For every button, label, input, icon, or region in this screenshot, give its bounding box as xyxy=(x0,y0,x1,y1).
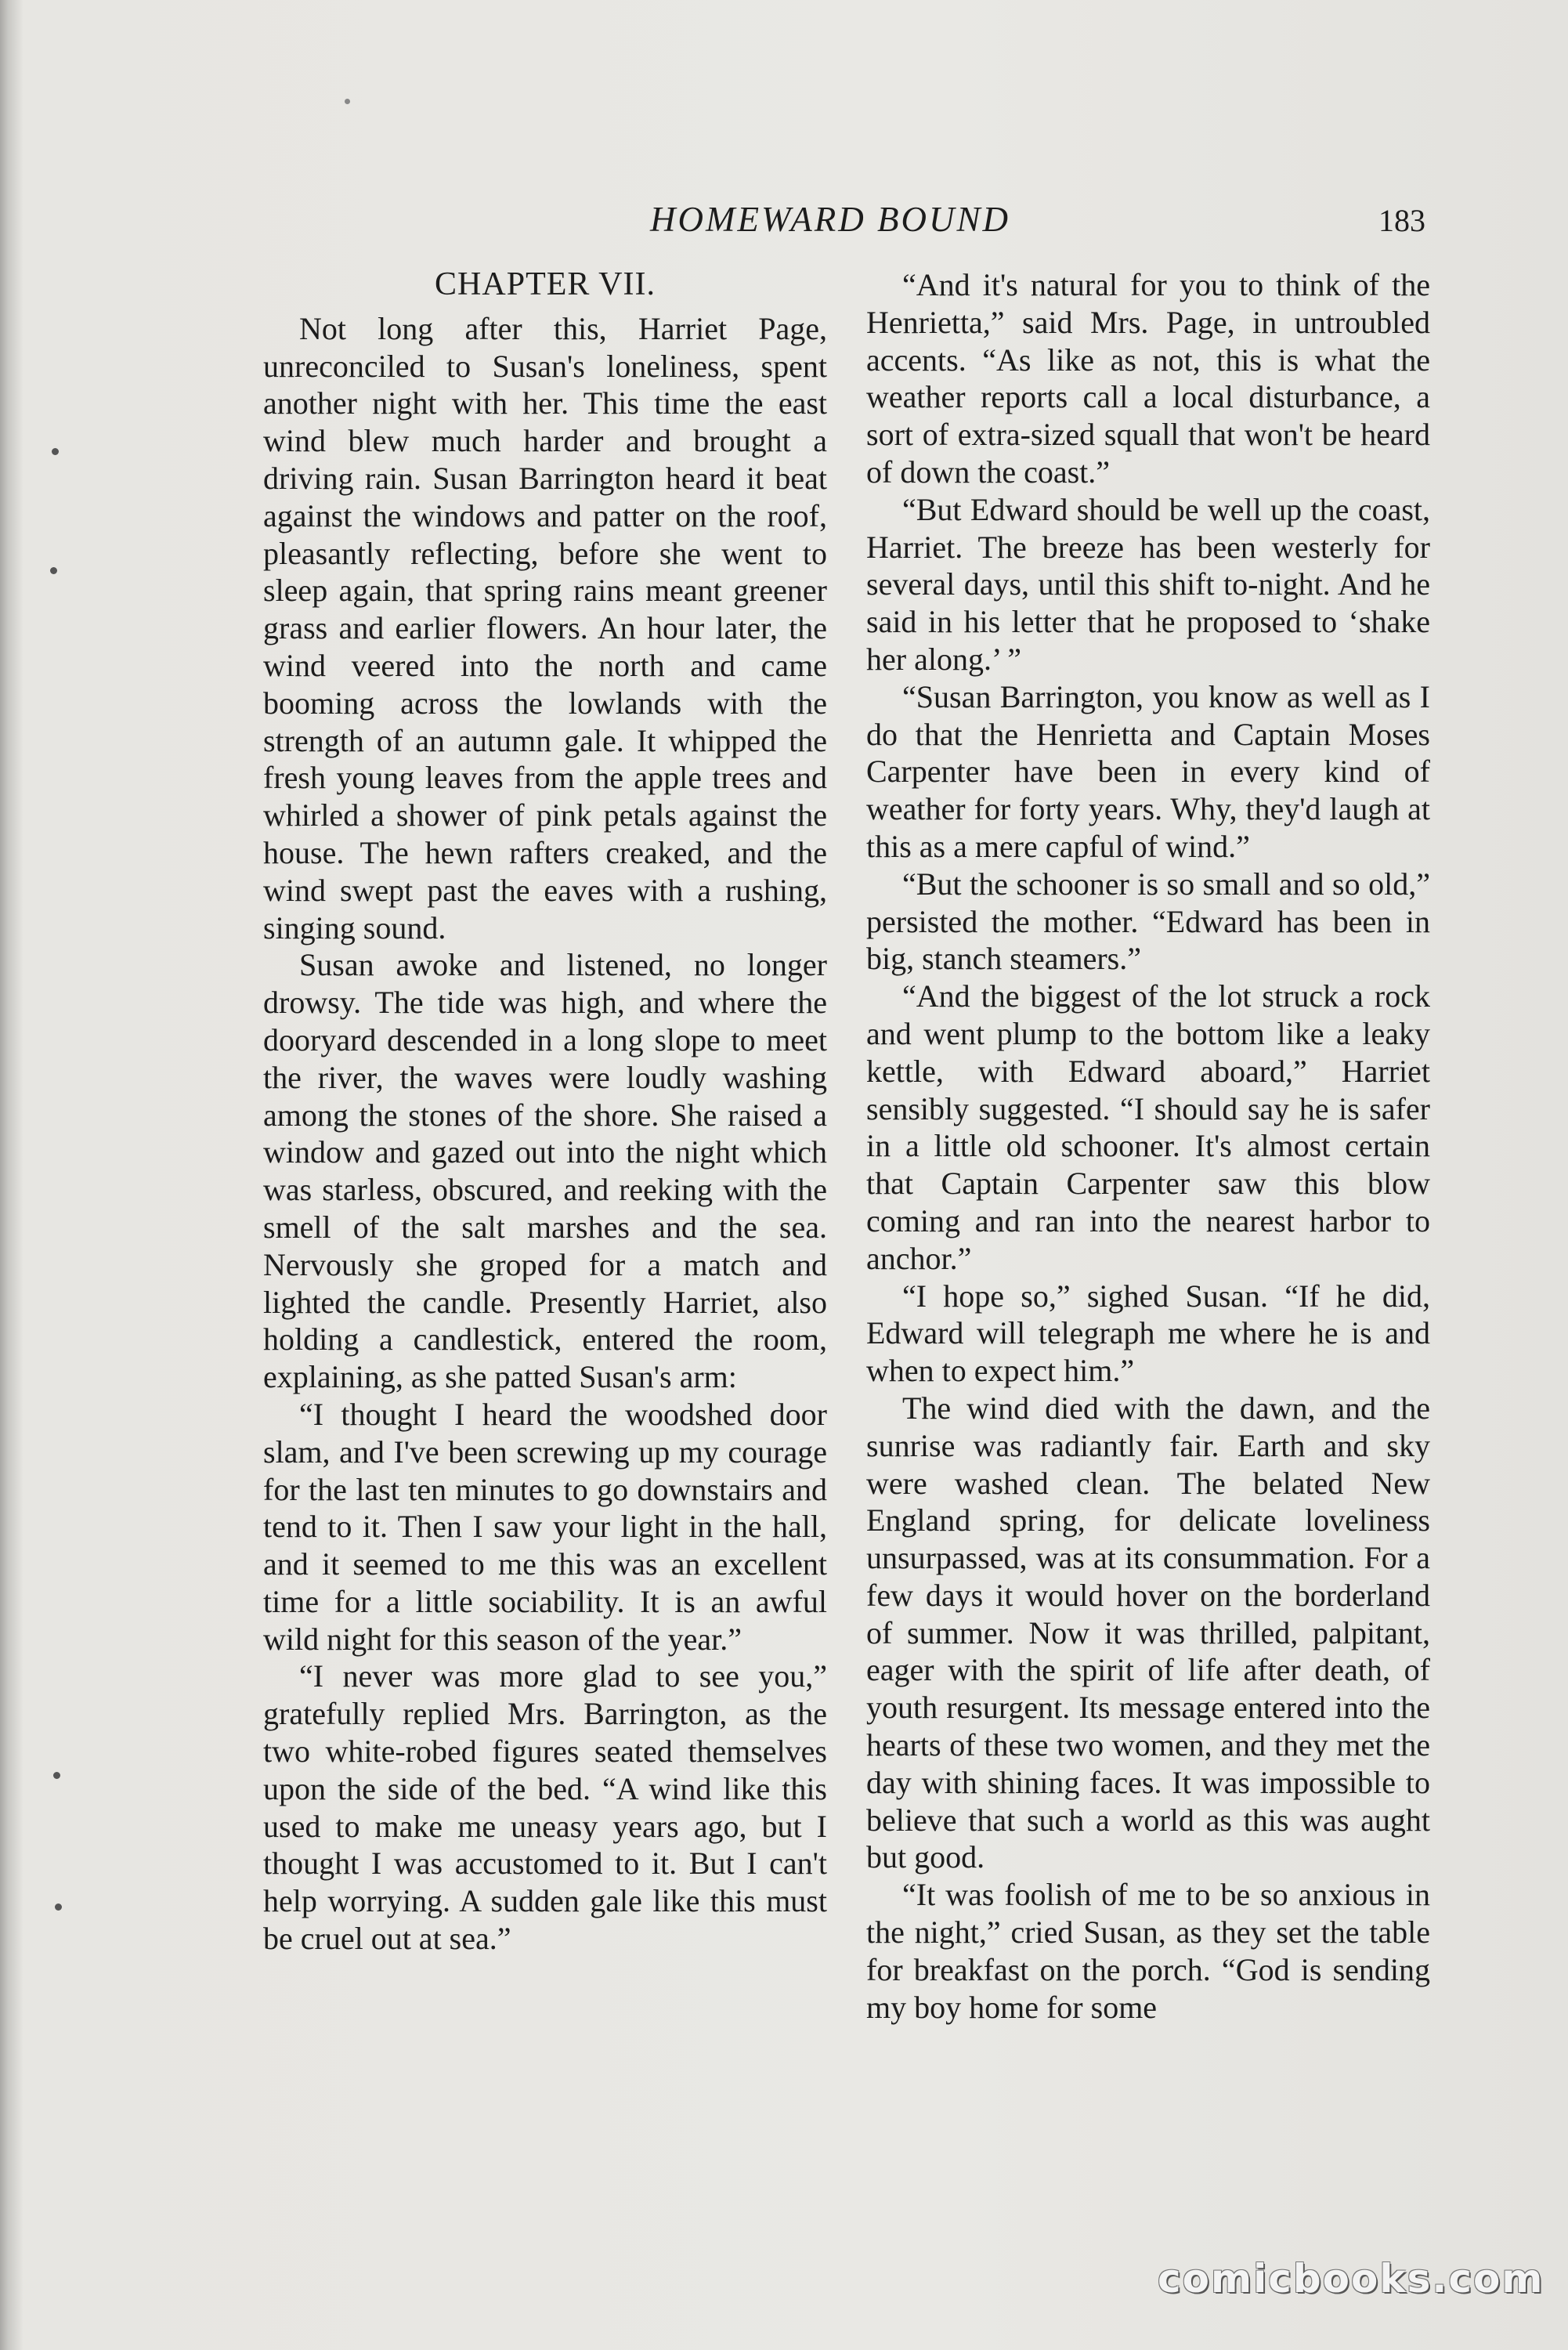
paragraph: “But the schooner is so small and so old,” persisted the mother. “Edward has been in big, stanch steamers.” xyxy=(866,866,1430,977)
paper-speck xyxy=(345,99,350,104)
paragraph: “I never was more glad to see you,” gratefully replied Mrs. Barrington, as the two white-robed figures seated themselves upon the side of the bed. “A wind like this used to make me uneasy years ago, but I thought I was accustomed to it. But I can't help worrying. A sudden gale like this must be cruel out at sea.” xyxy=(263,1658,827,1957)
paragraph: Susan awoke and listened, no longer drowsy. The tide was high, and where the dooryard descended in a long slope to meet the river, the waves were loudly washing among the stones of the shore. She raised a window and gazed out into the night which was starless, obscured, and reeking with the smell of the salt marshes and the sea. Nervously she groped for a match and lighted the candle. Presently Harriet, also holding a candlestick, entered the room, explaining, as she patted Susan's arm: xyxy=(263,947,827,1395)
chapter-title: CHAPTER VII. xyxy=(435,266,656,302)
binding-hole-mark xyxy=(55,1904,62,1911)
running-head xyxy=(0,199,1568,246)
paragraph: “Susan Barrington, you know as well as I do that the Henrietta and Captain Moses Carpenter have been in every kind of weather for forty years. Why, they'd laugh at this as a mere capful of wind.” xyxy=(866,678,1430,864)
paragraph: “It was foolish of me to be so anxious in the night,” cried Susan, as they set the table for breakfast on the porch. “God is sending my boy home for some xyxy=(866,1877,1430,2025)
binding-hole-mark xyxy=(50,567,57,574)
right-column xyxy=(866,266,1430,2026)
paragraph: “And it's natural for you to think of the Henrietta,” said Mrs. Page, in untroubled accents. “As like as not, this is what the weather reports call a local disturbance, a sort of extra-sized squall that won't be heard of down the coast.” xyxy=(866,267,1430,490)
binding-hole-mark xyxy=(53,1772,60,1779)
paragraph: The wind died with the dawn, and the sunrise was radiantly fair. Earth and sky were washed clean. The belated New England spring, for delicate loveliness unsurpassed, was at its consummation. For a few days it would hover on the borderland of summer. Now it was thrilled, palpitant, eager with the spirit of life after death, of youth resurgent. Its message entered into the hearts of these two women, and they met the day with shining faces. It was impossible to believe that such a world as this was aught but good. xyxy=(866,1390,1430,1875)
paragraph: “But Edward should be well up the coast, Harriet. The breeze has been westerly for several days, until this shift to-night. And he said in his letter that he proposed to ‘shake her along.’ ” xyxy=(866,491,1430,677)
page-number: 183 xyxy=(1378,203,1425,238)
paragraph: “I thought I heard the woodshed door slam, and I've been screwing up my courage for the last ten minutes to go downstairs and tend to it. Then I saw your light in the hall, and it seemed to me this was an excellent time for a little sociability. It is an awful wild night for this season of the year.” xyxy=(263,1396,827,1657)
left-column xyxy=(263,266,827,1958)
binding-hole-mark xyxy=(52,448,59,455)
watermark: comicbooks.com xyxy=(1158,2256,1545,2301)
running-title: HOMEWARD BOUND xyxy=(650,200,1011,239)
paragraph: “And the biggest of the lot struck a rock and went plump to the bottom like a leaky kettle, with Edward aboard,” Harriet sensibly suggested. “I should say he is safer in a little old schooner. It's almost certain that Captain Carpenter saw this blow coming and ran into the nearest harbor to anchor.” xyxy=(866,978,1430,1276)
paragraph: “I hope so,” sighed Susan. “If he did, Edward will telegraph me where he is and when to expect him.” xyxy=(866,1278,1430,1389)
paragraph: Not long after this, Harriet Page, unreconciled to Susan's loneliness, spent another night with her. This time the east wind blew much harder and brought a driving rain. Susan Barrington heard it beat against the windows and patter on the roof, pleasantly reflecting, before she went to sleep again, that spring rains meant greener grass and earlier flowers. An hour later, the wind veered into the north and came booming across the lowlands with the strength of an autumn gale. It whipped the fresh young leaves from the apple trees and whirled a shower of pink petals against the house. The hewn rafters creaked, and the wind swept past the eaves with a rushing, singing sound. xyxy=(263,310,827,945)
